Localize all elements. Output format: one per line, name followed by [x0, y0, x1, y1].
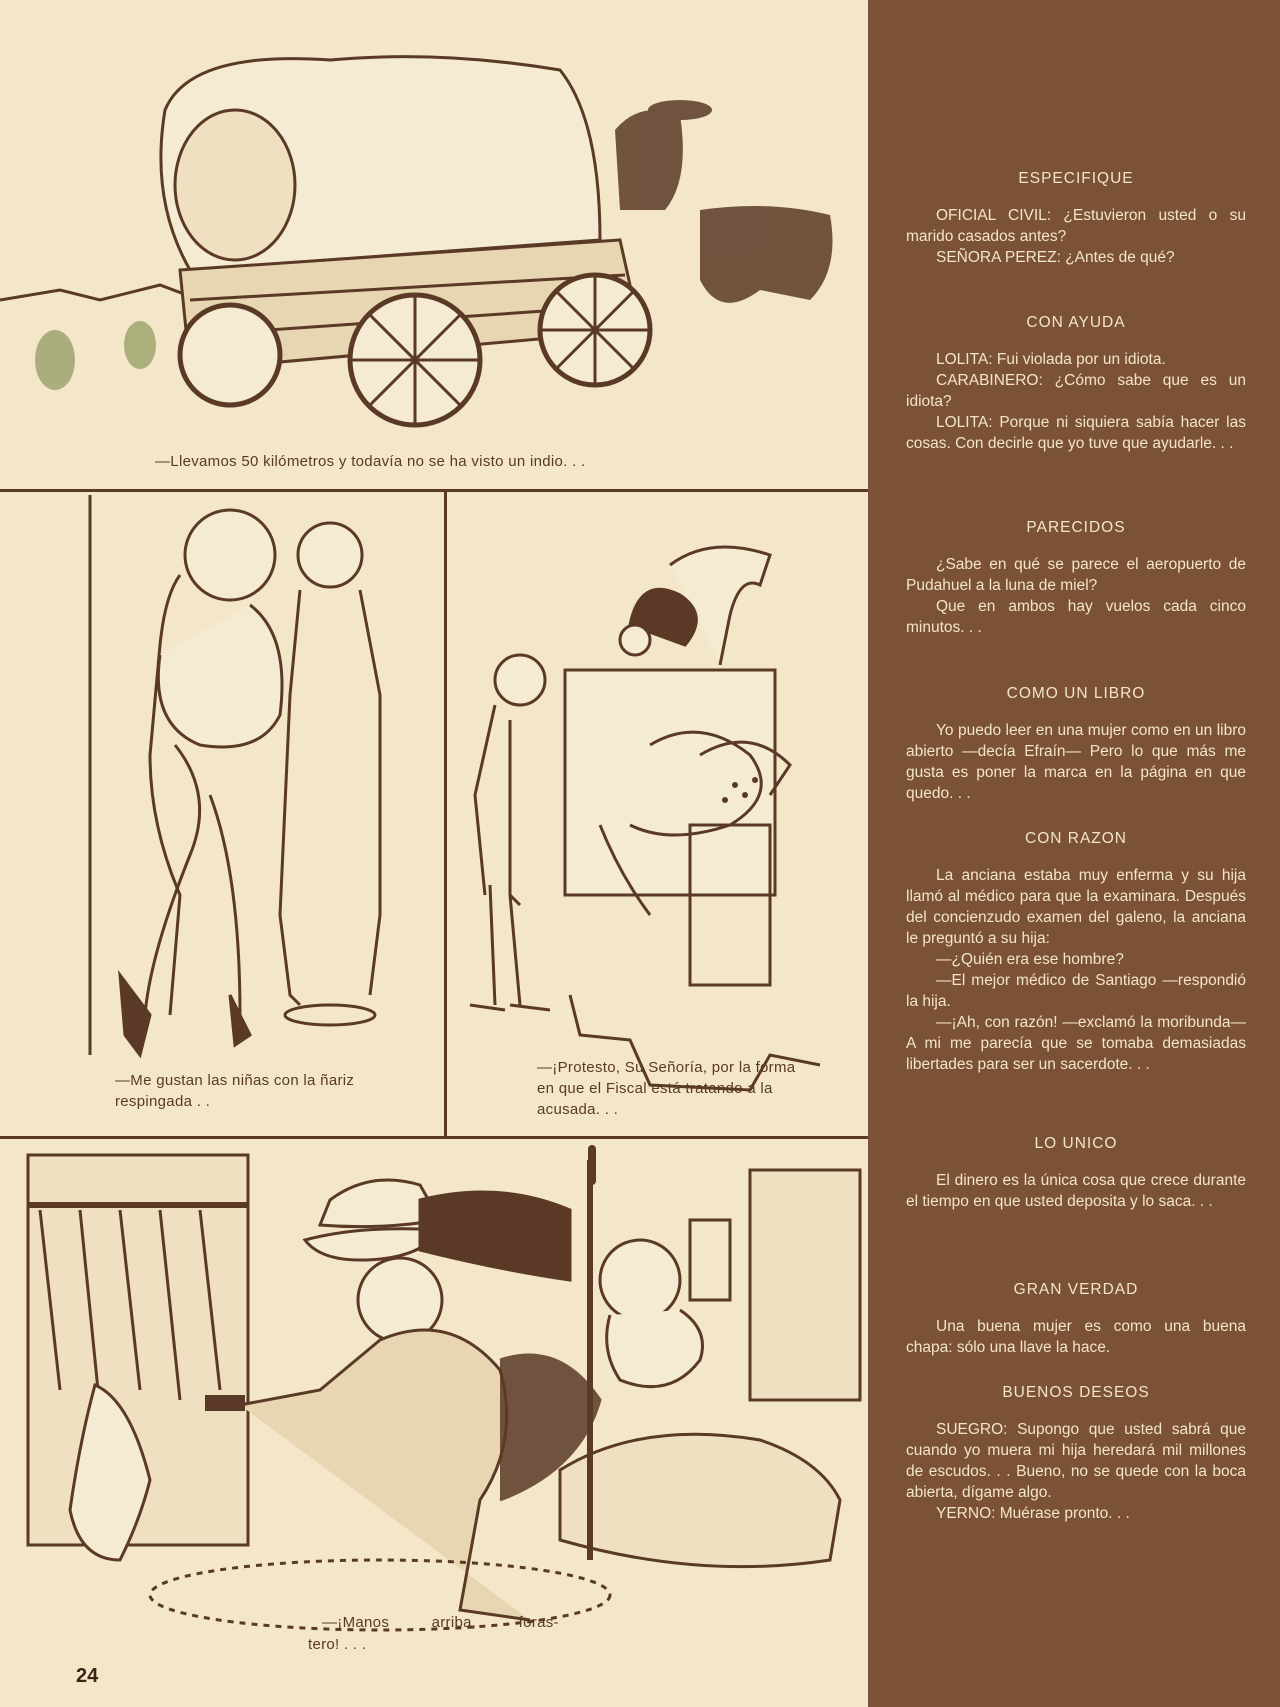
joke-paragraph: —El mejor médico de Santiago —respondió la hija.: [906, 972, 1246, 1010]
joke-gran-verdad: [906, 1279, 1246, 1358]
party-illustration: [0, 495, 445, 1135]
joke-title: BUENOS DESEOS: [1002, 1384, 1150, 1401]
joke-paragraph: OFICIAL CIVIL: ¿Estuvieron usted o su marido casados antes?: [906, 207, 1246, 245]
joke-paragraph: ¿Sabe en qué se parece el aeropuerto de Pudahuel a la luna de miel?: [906, 556, 1246, 594]
jokes-sidebar: [868, 0, 1280, 1707]
joke-con-ayuda: [906, 312, 1246, 454]
joke-title: ESPECIFIQUE: [1018, 170, 1134, 187]
panel-divider-horizontal-1: [0, 489, 870, 492]
joke-paragraph: LOLITA: Fui violada por un idiota.: [936, 351, 1166, 368]
cartoon-wagon: [0, 0, 870, 490]
courtroom-caption: —¡Protesto, Su Señoría, por la forma en que el Fiscal está tratando a la acusada. . .: [537, 1059, 796, 1118]
joke-title: PARECIDOS: [1026, 519, 1126, 536]
joke-paragraph: CARABINERO: ¿Cómo sabe que es un idiota?: [906, 372, 1246, 410]
cartoon-courtroom: [450, 495, 870, 1135]
joke-paragraph: —¡Ah, con razón! —exclamó la moribunda— A mi me parecía que se tomaba demasiadas libertades para ser un sacerdote. . .: [906, 1014, 1246, 1073]
joke-title: CON RAZON: [1025, 830, 1127, 847]
joke-lo-unico: [906, 1133, 1246, 1212]
joke-paragraph: —¿Quién era ese hombre?: [936, 951, 1124, 968]
page-number: 24: [76, 1665, 99, 1687]
panel-divider-horizontal-2: [0, 1136, 870, 1139]
joke-paragraph: Que en ambos hay vuelos cada cinco minutos. . .: [906, 598, 1246, 636]
wagon-caption: —Llevamos 50 kilómetros y todavía no se ha visto un indio. . .: [155, 453, 586, 470]
joke-parecidos: [906, 517, 1246, 638]
joke-especifique: [906, 168, 1246, 268]
joke-title: CON AYUDA: [1026, 314, 1126, 331]
joke-como-un-libro: [906, 683, 1246, 804]
joke-con-razon: [906, 828, 1246, 1075]
stranger-caption-line-2: tero! . . .: [308, 1636, 367, 1653]
joke-buenos-deseos: [906, 1382, 1246, 1524]
joke-paragraph: LOLITA: Porque ni siquiera sabía hacer las cosas. Con decirle que yo tuve que ayudarle. . .: [906, 414, 1246, 452]
joke-title: COMO UN LIBRO: [1006, 685, 1146, 702]
joke-paragraph: SEÑORA PEREZ: ¿Antes de qué?: [936, 249, 1175, 266]
joke-title: GRAN VERDAD: [1013, 1281, 1139, 1298]
joke-paragraph: SUEGRO: Supongo que usted sabrá que cuando yo muera mi hija heredará mil millones de escudos. . . Bueno, no se quede con la boca abierta, dígame algo.: [906, 1421, 1246, 1501]
stranger-caption-line-1: —¡Manos arriba, foras-: [322, 1614, 559, 1631]
joke-paragraph: Una buena mujer es como una buena chapa: sólo una llave la hace.: [906, 1318, 1246, 1356]
cartoon-stranger: [0, 1140, 870, 1700]
joke-paragraph: Yo puedo leer en una mujer como en un libro abierto —decía Efraín— Pero lo que más me gusta es poner la marca en la página en que quedo. . .: [906, 722, 1246, 802]
joke-paragraph: La anciana estaba muy enferma y su hija llamó al médico para que la examinara. Después del concienzudo examen del galeno, la anciana le preguntó a su hija:: [906, 867, 1246, 947]
joke-title: LO UNICO: [1034, 1135, 1118, 1152]
courtroom-illustration: [450, 495, 870, 1135]
joke-paragraph: El dinero es la única cosa que crece durante el tiempo en que usted deposita y lo saca. . .: [906, 1172, 1246, 1210]
wagon-illustration: [0, 0, 870, 490]
party-caption: —Me gustan las niñas con la ñariz respingada . .: [115, 1072, 355, 1110]
panel-divider-vertical: [444, 492, 447, 1137]
joke-paragraph: YERNO: Muérase pronto. . .: [936, 1505, 1130, 1522]
cartoon-party: [0, 495, 445, 1135]
